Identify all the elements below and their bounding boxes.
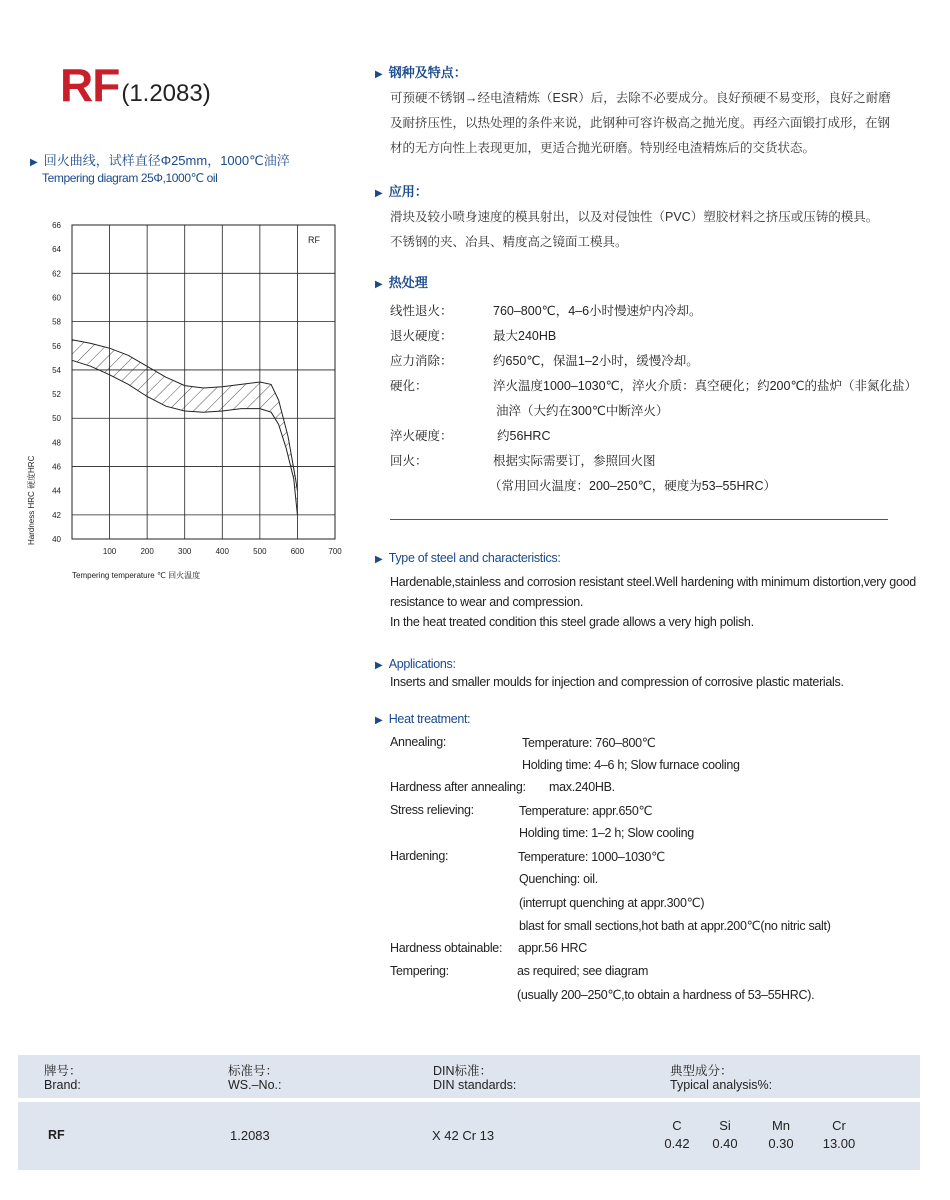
- heat-label: 线性退火：: [390, 304, 453, 318]
- x-tick-label: 200: [140, 547, 154, 556]
- header-ws: [228, 1064, 282, 1092]
- heat-label: 退火硬度：: [390, 329, 453, 343]
- heat-value: max.240HB.: [549, 780, 615, 794]
- cn-section-heat-title: 热处理: [388, 275, 428, 290]
- cell-element-value: 13.00: [822, 1136, 856, 1151]
- cn-steel-text: [390, 86, 891, 161]
- text-line: 材的无方向性上表现更加，更适合抛光研磨。特别经电渣精炼后的交货状态。: [390, 141, 816, 155]
- text-line: 不锈钢的夹、冶具、精度高之镜面工模具。: [390, 235, 628, 249]
- bullet-triangle-icon: ▶: [375, 69, 383, 80]
- en-steel-text: [390, 572, 916, 632]
- brand-name: RF: [60, 59, 120, 111]
- heat-label: Stress relieving:: [390, 803, 474, 817]
- heat-value: (interrupt quenching at appr.300℃): [519, 896, 705, 910]
- bullet-triangle-icon: ▶: [375, 660, 383, 671]
- heat-label: Tempering:: [390, 964, 449, 978]
- text-line: 可预硬不锈钢→经电渣精炼（ESR）后，去除不必要成分。良好预硬不易变形，良好之耐磨: [390, 91, 891, 105]
- header-ws-en: WS.–No.:: [228, 1078, 282, 1092]
- cn-section-applications: [375, 181, 428, 201]
- header-analysis: [670, 1064, 772, 1092]
- header-brand-en: Brand:: [44, 1078, 81, 1092]
- heat-label: 硬化：: [390, 379, 428, 393]
- bullet-triangle-icon: ▶: [375, 279, 383, 290]
- chart-legend-label: RF: [308, 235, 320, 245]
- cell-element-value: 0.42: [664, 1136, 690, 1151]
- heat-value: Temperature: 1000–1030℃: [518, 850, 665, 864]
- en-section-heat-title: Heat treatment:: [388, 712, 471, 726]
- header-brand: [44, 1064, 82, 1092]
- cn-section-steel: [375, 62, 467, 82]
- y-tick-label: 54: [52, 365, 61, 375]
- heat-value: 根据实际需要订，参照回火图: [493, 454, 656, 468]
- y-tick-label: 64: [52, 245, 61, 255]
- y-tick-label: 66: [52, 221, 61, 230]
- y-tick-label: 52: [52, 390, 61, 400]
- heat-label: Hardness obtainable:: [390, 941, 503, 955]
- header-analysis-cn: 典型成分：: [670, 1064, 733, 1078]
- x-tick-label: 100: [102, 547, 117, 556]
- text-line: 及耐挤压性，以热处理的条件来说，此钢种可容许极高之抛光度。再经六面锻打成形，在钢: [390, 116, 891, 130]
- heat-value: 约56HRC: [497, 429, 551, 443]
- heat-value: 760–800℃，4–6小时慢速炉内冷却。: [493, 304, 702, 318]
- heat-value: Temperature: appr.650℃: [519, 804, 653, 818]
- y-tick-label: 42: [52, 510, 61, 520]
- tempering-chart: [20, 215, 350, 585]
- en-section-applications: [375, 655, 456, 673]
- bullet-triangle-icon: ▶: [375, 554, 383, 565]
- text-line: 滑块及较小喷身速度的模具射出，以及对侵蚀性（PVC）塑胶材料之挤压或压铸的模具。: [390, 210, 879, 224]
- x-tick-label: 300: [178, 547, 192, 556]
- cn-section-steel-title: 钢种及特点：: [388, 65, 467, 80]
- heat-value: 约650℃，保温1–2小时，缓慢冷却。: [493, 354, 699, 368]
- heat-label: 回火：: [390, 454, 428, 468]
- x-tick-label: 600: [290, 547, 305, 556]
- heat-value: blast for small sections,hot bath at appr.200℃(no nitric salt): [519, 919, 831, 933]
- cell-brand: RF: [48, 1128, 65, 1142]
- cell-element: Cr: [832, 1118, 846, 1133]
- x-axis-label: Tempering temperature ℃ 回火温度: [72, 571, 201, 580]
- en-section-steel: [375, 549, 561, 567]
- cell-din: X 42 Cr 13: [432, 1128, 495, 1143]
- chart-caption-cn-text: 回火曲线，试样直径Φ25mm，1000℃油淬: [43, 153, 290, 168]
- heat-value: Temperature: 760–800℃: [522, 736, 656, 750]
- spec-table-header: [18, 1055, 920, 1098]
- header-ws-cn: 标准号：: [228, 1064, 279, 1078]
- y-axis-label: Hardness HRC 硬度HRC: [27, 455, 36, 545]
- heat-value: as required; see diagram: [517, 964, 649, 978]
- spec-table-separator: [18, 1098, 920, 1102]
- y-tick-label: 50: [52, 414, 61, 424]
- spec-table: [18, 1055, 920, 1170]
- product-title: [60, 58, 211, 112]
- heat-value: Holding time: 1–2 h; Slow cooling: [519, 826, 694, 840]
- chart-caption-cn: [30, 150, 290, 169]
- en-section-heat: [375, 710, 470, 728]
- en-section-steel-title: Type of steel and characteristics:: [388, 551, 561, 565]
- cn-applications-text: [390, 205, 878, 255]
- y-tick-label: 48: [52, 438, 61, 448]
- heat-value: 淬火温度1000–1030℃，淬火介质：真空硬化；约200℃的盐炉（非氮化盐）: [493, 379, 918, 393]
- heat-value: 最大240HB: [493, 329, 557, 343]
- heat-value: Quenching: oil.: [519, 872, 598, 886]
- y-tick-label: 62: [52, 269, 61, 279]
- cell-element: C: [672, 1118, 682, 1133]
- heat-label: 应力消除：: [390, 354, 453, 368]
- header-din-cn: DIN标准：: [433, 1064, 493, 1078]
- cn-section-applications-title: 应用：: [388, 184, 428, 199]
- bullet-triangle-icon: ▶: [30, 157, 38, 168]
- header-din-en: DIN standards:: [433, 1078, 517, 1092]
- header-din: [433, 1064, 516, 1092]
- chart-caption-en: Tempering diagram 25Φ,1000℃ oil: [42, 171, 218, 185]
- text-line: resistance to wear and compression.: [390, 595, 584, 609]
- x-tick-label: 500: [253, 547, 267, 556]
- heat-value: (usually 200–250℃,to obtain a hardness of 53–55HRC).: [517, 988, 815, 1002]
- section-divider: [390, 519, 888, 520]
- heat-label: Hardening:: [390, 849, 449, 863]
- x-tick-label: 700: [328, 547, 342, 556]
- cell-element: Mn: [771, 1118, 791, 1133]
- y-tick-label: 60: [52, 293, 61, 303]
- text-line: In the heat treated condition this steel grade allows a very high polish.: [390, 615, 754, 629]
- y-tick-label: 44: [52, 486, 61, 496]
- x-tick-label: 400: [215, 547, 229, 556]
- material-number: (1.2083): [121, 80, 211, 107]
- cell-element: Si: [719, 1118, 731, 1133]
- cell-ws: 1.2083: [230, 1128, 270, 1143]
- cell-element-value: 0.40: [712, 1136, 738, 1151]
- y-tick-label: 58: [52, 317, 61, 327]
- header-analysis-en: Typical analysis%:: [670, 1078, 773, 1092]
- heat-value: 油淬（大约在300℃中断淬火）: [496, 404, 669, 418]
- y-tick-label: 40: [52, 535, 61, 544]
- y-tick-label: 56: [52, 341, 61, 351]
- header-brand-cn: 牌号：: [44, 1064, 82, 1078]
- y-tick-label: 46: [52, 462, 61, 472]
- heat-label: Annealing:: [390, 735, 447, 749]
- heat-value: （常用回火温度：200–250℃，硬度为53–55HRC）: [489, 479, 777, 493]
- cell-element-value: 0.30: [768, 1136, 794, 1151]
- en-applications-text: Inserts and smaller moulds for injection and compression of corrosive plastic materials.: [390, 675, 844, 689]
- bullet-triangle-icon: ▶: [375, 188, 383, 199]
- bullet-triangle-icon: ▶: [375, 715, 383, 726]
- heat-value: Holding time: 4–6 h; Slow furnace cooling: [522, 758, 740, 772]
- en-section-applications-title: Applications:: [388, 657, 456, 671]
- heat-value: appr.56 HRC: [518, 941, 587, 955]
- text-line: Hardenable,stainless and corrosion resistant steel.Well hardening with minimum distortion,very good: [390, 575, 916, 589]
- heat-label: Hardness after annealing:: [390, 780, 526, 794]
- heat-label: 淬火硬度：: [390, 429, 453, 443]
- cn-section-heat: [375, 272, 428, 292]
